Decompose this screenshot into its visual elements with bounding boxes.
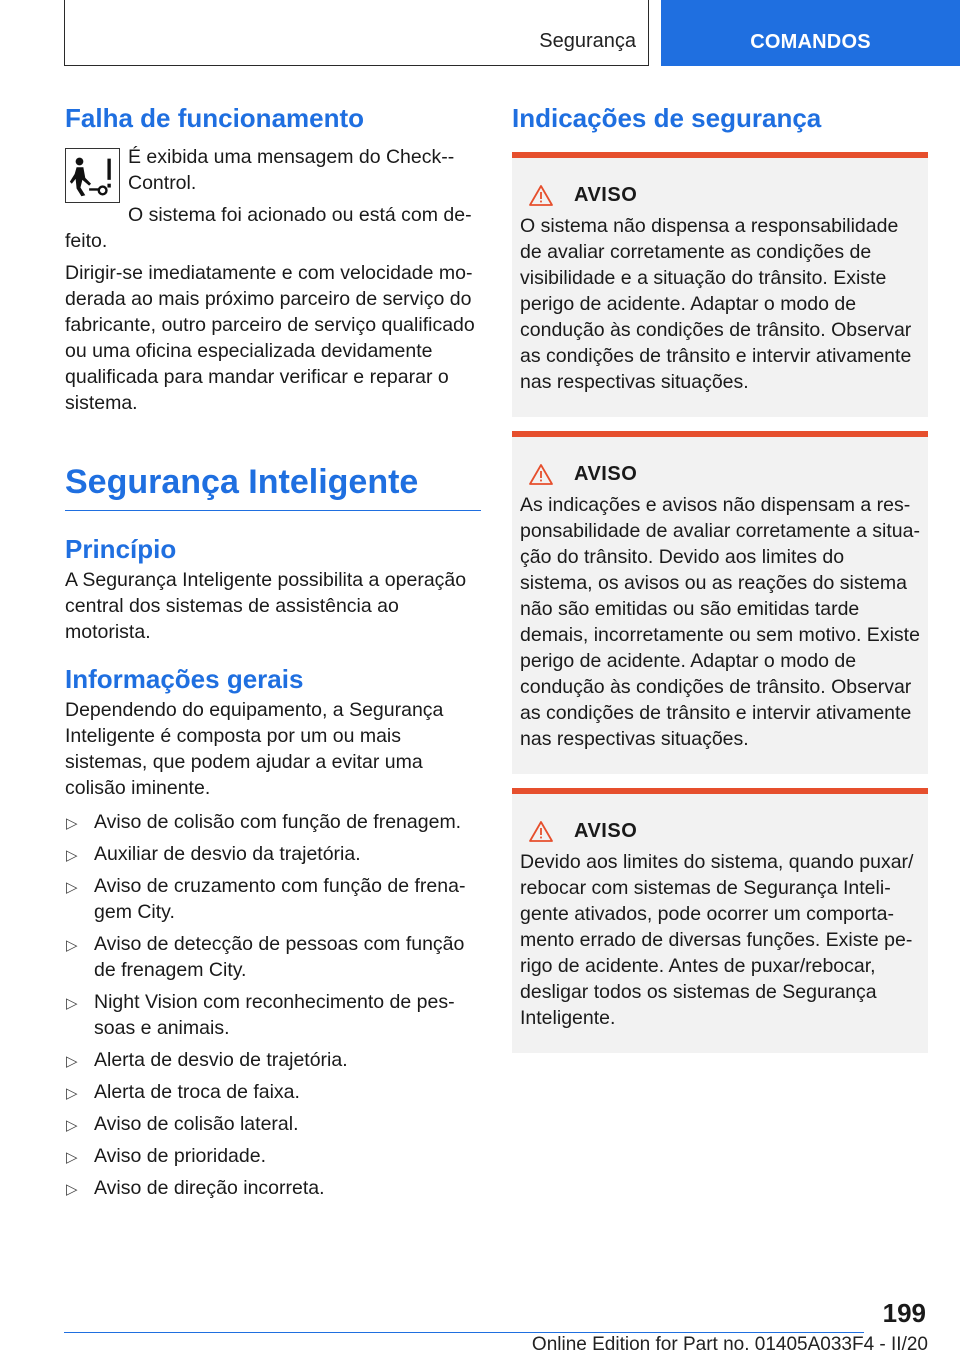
triangle-bullet-icon: ▷ — [66, 815, 78, 832]
warning-label: AVISO — [574, 463, 638, 485]
info-text: Dependendo do equipamento, a Segurança Inteligente é composta por um ou mais sistemas, que podem ajudar a evitar uma colisão iminente. — [65, 699, 444, 799]
warning-box-3 — [512, 788, 928, 1053]
principio-text: A Segurança Inteligente possibilita a operação central dos sistemas de assistência ao motorista. — [65, 569, 467, 643]
falha-check-control-text: É exibida uma mensagem do Check--Control. — [128, 146, 455, 194]
header-chapter-title: COMANDOS — [750, 31, 871, 53]
warning-text-3: Devido aos limites do sistema, quando puxar/ rebocar com sistemas de Segurança Inteligente ativados, pode ocorrer um comportamento errado de diversas funções. Existe perigo de acidente. Antes de puxar/rebocar, desligar todos os sistemas de Segurança Inteligente. — [520, 851, 914, 1029]
falha-message-block — [65, 144, 481, 254]
triangle-bullet-icon: ▷ — [66, 1117, 78, 1134]
list-item: ▷ Aviso de direção incorreta. — [65, 1175, 481, 1201]
safety-heading: Indicações de segurança — [512, 103, 822, 133]
triangle-bullet-icon: ▷ — [66, 1085, 78, 1102]
header-chapter-tab — [661, 0, 960, 66]
triangle-bullet-icon: ▷ — [66, 937, 78, 954]
triangle-bullet-icon: ▷ — [66, 879, 78, 896]
section-divider — [65, 510, 481, 511]
triangle-bullet-icon: ▷ — [66, 1181, 78, 1198]
warning-text-1: O sistema não dispensa a responsabilidade de avaliar corretamente as condições de visibilidade e a situação do trânsito. Existe perigo de acidente. Adaptar o modo de condução às condições de trânsito. Observar as condições de trânsito e intervir ativamente nas respectivas situações. — [520, 215, 912, 393]
list-item: ▷ Alerta de desvio de trajetória. — [65, 1047, 481, 1073]
triangle-bullet-icon: ▷ — [66, 847, 78, 864]
triangle-bullet-icon: ▷ — [66, 1149, 78, 1166]
list-item: ▷ Aviso de colisão com função de frenagem. — [65, 809, 481, 835]
warning-triangle-icon — [528, 820, 554, 843]
page-number: 199 — [882, 1298, 926, 1328]
list-item: ▷ Aviso de cruzamento com função de frenagem City. — [66, 875, 466, 923]
warning-text-2: As indicações e avisos não dispensam a responsabilidade de avaliar corretamente a situação do trânsito. Devido aos limites do sistema, os avisos ou as reações do sistema não são emitidas ou são emitidas tarde demais, incorretamente ou sem motivo. Existe perigo de acidente. Adaptar o modo de condução às condições de trânsito. Observar as condições de trânsito e intervir ativamente nas respectivas situações. — [520, 494, 920, 750]
footer-edition: Online Edition for Part no. 01405A033F4 - II/20 — [531, 1334, 928, 1355]
list-item: ▷ Auxiliar de desvio da trajetória. — [65, 841, 481, 867]
list-item: ▷ Night Vision com reconhecimento de pessoas e animais. — [66, 991, 455, 1039]
list-item: ▷ Aviso de prioridade. — [65, 1143, 481, 1169]
falha-heading: Falha de funcionamento — [65, 103, 365, 133]
warning-triangle-icon — [528, 184, 554, 207]
triangle-bullet-icon: ▷ — [66, 1053, 78, 1070]
info-heading: Informações gerais — [65, 664, 304, 694]
falha-status-text: O sistema foi acionado ou está com de- — [128, 204, 472, 226]
list-item: ▷ Aviso de colisão lateral. — [65, 1111, 481, 1137]
warning-triangle-icon — [528, 463, 554, 486]
falha-status-text-cont: feito. — [65, 230, 108, 252]
header-section-tab — [64, 0, 649, 66]
footer-divider — [64, 1332, 864, 1333]
triangle-bullet-icon: ▷ — [66, 995, 78, 1012]
main-section-title: Segurança Inteligente — [65, 463, 419, 501]
pedestrian-warning-icon — [65, 148, 120, 203]
falha-instructions: Dirigir-se imediatamente e com velocidade moderada ao mais próximo parceiro de serviço do fabricante, outro parceiro de serviço qualificado ou uma oficina especializada devidamente qualificada para mandar verificar e reparar o sistema. — [65, 262, 475, 414]
list-item: ▷ Alerta de troca de faixa. — [65, 1079, 481, 1105]
left-column — [65, 100, 481, 1207]
principio-heading: Princípio — [65, 534, 177, 564]
warning-label: AVISO — [574, 820, 638, 842]
header-section-title: Segurança — [539, 30, 636, 52]
right-column — [512, 100, 928, 1067]
warning-label: AVISO — [574, 184, 638, 206]
warning-box-1 — [512, 152, 928, 417]
warning-box-2 — [512, 431, 928, 774]
list-item: ▷ Aviso de detecção de pessoas com função de frenagem City. — [66, 933, 465, 981]
systems-list — [65, 809, 481, 1201]
